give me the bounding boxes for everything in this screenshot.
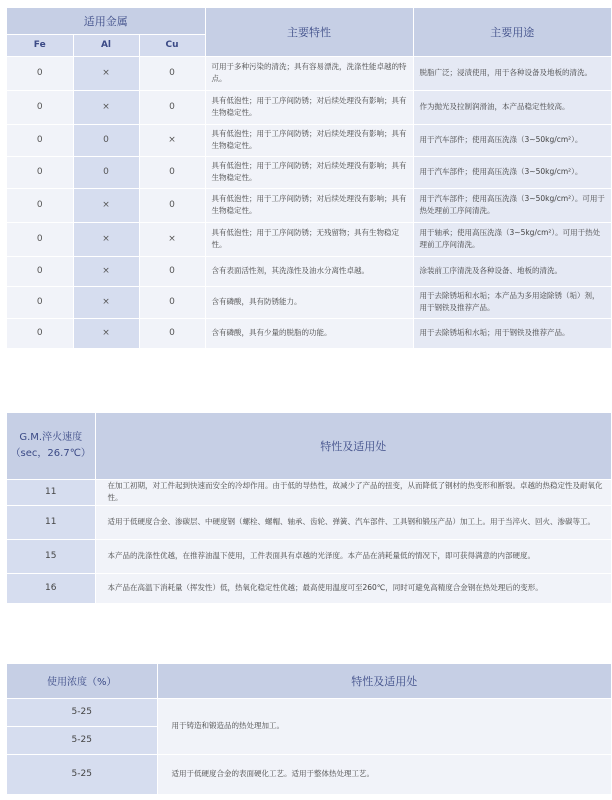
cell-cu: × <box>139 222 205 256</box>
cell-al: × <box>73 318 139 348</box>
quench-speed-header-line1: G.M.淬火速度 <box>19 431 83 443</box>
cell-fe: 0 <box>7 90 73 124</box>
table-row <box>7 754 611 794</box>
table-row <box>7 124 611 156</box>
cell-fe: 0 <box>7 188 73 222</box>
table-row <box>7 256 611 286</box>
table-row <box>7 286 611 318</box>
cell-concentration: 5-25 <box>7 726 157 754</box>
cell-al: × <box>73 256 139 286</box>
cell-feature: 含有磷酸，具有少量的脱脂的功能。 <box>205 318 413 348</box>
cell-cu: 0 <box>139 90 205 124</box>
concentration-header: 使用浓度（%） <box>7 664 157 698</box>
metals-header: 适用金属 <box>7 8 205 34</box>
table-row <box>7 318 611 348</box>
cell-text: 本产品的洗涤性优越，在推荐油温下使用，工件表面具有卓越的光泽度。本产品在消耗量低的情况下，即可获得满意的内部硬度。 <box>95 539 611 573</box>
col-al: Al <box>73 34 139 56</box>
cell-use: 用于轴承；使用高压洗涤（3~5kg/cm²）。可用于热处理前工序间清洗。 <box>413 222 611 256</box>
cell-use: 用于汽车部件；使用高压洗涤（3~50kg/cm²）。 <box>413 124 611 156</box>
cell-concentration: 5-25 <box>7 754 157 794</box>
cell-cu: 0 <box>139 56 205 90</box>
cell-al: × <box>73 188 139 222</box>
cell-al: 0 <box>73 124 139 156</box>
cell-fe: 0 <box>7 124 73 156</box>
metals-table <box>7 8 611 348</box>
cell-fe: 0 <box>7 256 73 286</box>
quench-speed-header-line2: （sec，26.7℃） <box>10 447 91 459</box>
concentration-table <box>7 664 611 794</box>
cell-cu: × <box>139 124 205 156</box>
cell-cu: 0 <box>139 286 205 318</box>
uses-header: 主要用途 <box>413 8 611 56</box>
cell-feature: 可用于多种污染的清洗；具有容易漂洗，洗涤性能卓越的特点。 <box>205 56 413 90</box>
table-row <box>7 188 611 222</box>
cell-text: 在加工初期，对工件起到快速而安全的冷却作用。由于低的导热性，故减少了产品的扭变，从而降低了钢材的热变形和断裂。卓越的热稳定性及耐氧化性。 <box>95 479 611 505</box>
table-row <box>7 698 611 726</box>
concentration-features-header: 特性及适用处 <box>157 664 611 698</box>
quench-table <box>7 413 611 603</box>
cell-al: × <box>73 56 139 90</box>
cell-cu: 0 <box>139 188 205 222</box>
cell-feature: 具有低泡性；用于工序间防锈；对后续处理没有影响；具有生物稳定性。 <box>205 188 413 222</box>
cell-cu: 0 <box>139 318 205 348</box>
col-cu: Cu <box>139 34 205 56</box>
cell-feature: 含有磷酸，具有防锈能力。 <box>205 286 413 318</box>
features-header: 主要特性 <box>205 8 413 56</box>
table-row <box>7 505 611 539</box>
table-row <box>7 573 611 603</box>
cell-concentration: 5-25 <box>7 698 157 726</box>
cell-feature: 具有低泡性；用于工序间防锈；对后续处理没有影响；具有生物稳定性。 <box>205 124 413 156</box>
cell-text-b: 适用于低硬度合金的表面硬化工艺。适用于整体热处理工艺。 <box>157 754 611 794</box>
cell-use: 用于去除锈垢和水垢；本产品为多用途除锈（垢）剂，用于钢铁及推荐产品。 <box>413 286 611 318</box>
col-fe: Fe <box>7 34 73 56</box>
cell-text: 适用于低硬度合金、渗碳层、中硬度钢（螺栓、螺帽、轴承、齿轮、弹簧、汽车部件、工具钢和锻压产品）加工上。用于当淬火、回火、渗碳等工。 <box>95 505 611 539</box>
cell-speed: 11 <box>7 505 95 539</box>
table-row <box>7 539 611 573</box>
cell-use: 作为抛光及拉制润滑油，本产品稳定性较高。 <box>413 90 611 124</box>
cell-al: × <box>73 90 139 124</box>
cell-cu: 0 <box>139 256 205 286</box>
table-row <box>7 156 611 188</box>
cell-al: × <box>73 222 139 256</box>
table-row <box>7 479 611 505</box>
quench-features-header: 特性及适用处 <box>95 413 611 479</box>
cell-use: 涂装前工序清洗及各种设备、地板的清洗。 <box>413 256 611 286</box>
cell-feature: 具有低泡性；用于工序间防锈；无残留物；具有生物稳定性。 <box>205 222 413 256</box>
cell-al: × <box>73 286 139 318</box>
cell-use: 用于去除锈垢和水垢；用于钢铁及推荐产品。 <box>413 318 611 348</box>
table-row <box>7 222 611 256</box>
cell-fe: 0 <box>7 286 73 318</box>
cell-speed: 11 <box>7 479 95 505</box>
cell-use: 用于汽车部件；使用高压洗涤（3~50kg/cm²）。可用于热处理前工序间清洗。 <box>413 188 611 222</box>
cell-use: 用于汽车部件；使用高压洗涤（3~50kg/cm²）。 <box>413 156 611 188</box>
cell-fe: 0 <box>7 318 73 348</box>
cell-fe: 0 <box>7 222 73 256</box>
cell-fe: 0 <box>7 156 73 188</box>
cell-al: 0 <box>73 156 139 188</box>
cell-fe: 0 <box>7 56 73 90</box>
cell-text-a: 用于铸造和锻造品的热处理加工。 <box>157 698 611 754</box>
cell-feature: 具有低泡性；用于工序间防锈；对后续处理没有影响；具有生物稳定性。 <box>205 156 413 188</box>
quench-speed-header <box>7 413 95 479</box>
cell-speed: 16 <box>7 573 95 603</box>
cell-feature: 含有表面活性剂，其洗涤性及油水分离性卓越。 <box>205 256 413 286</box>
cell-use: 脱脂广泛；浸渍使用，用于各种设备及地板的清洗。 <box>413 56 611 90</box>
cell-cu: 0 <box>139 156 205 188</box>
table-row <box>7 56 611 90</box>
cell-feature: 具有低泡性；用于工序间防锈；对后续处理没有影响；具有生物稳定性。 <box>205 90 413 124</box>
cell-text: 本产品在高温下消耗量（挥发性）低，热氧化稳定性优越；最高使用温度可至260℃，同时可避免高精度合金钢在热处理后的变形。 <box>95 573 611 603</box>
cell-speed: 15 <box>7 539 95 573</box>
table-row <box>7 90 611 124</box>
